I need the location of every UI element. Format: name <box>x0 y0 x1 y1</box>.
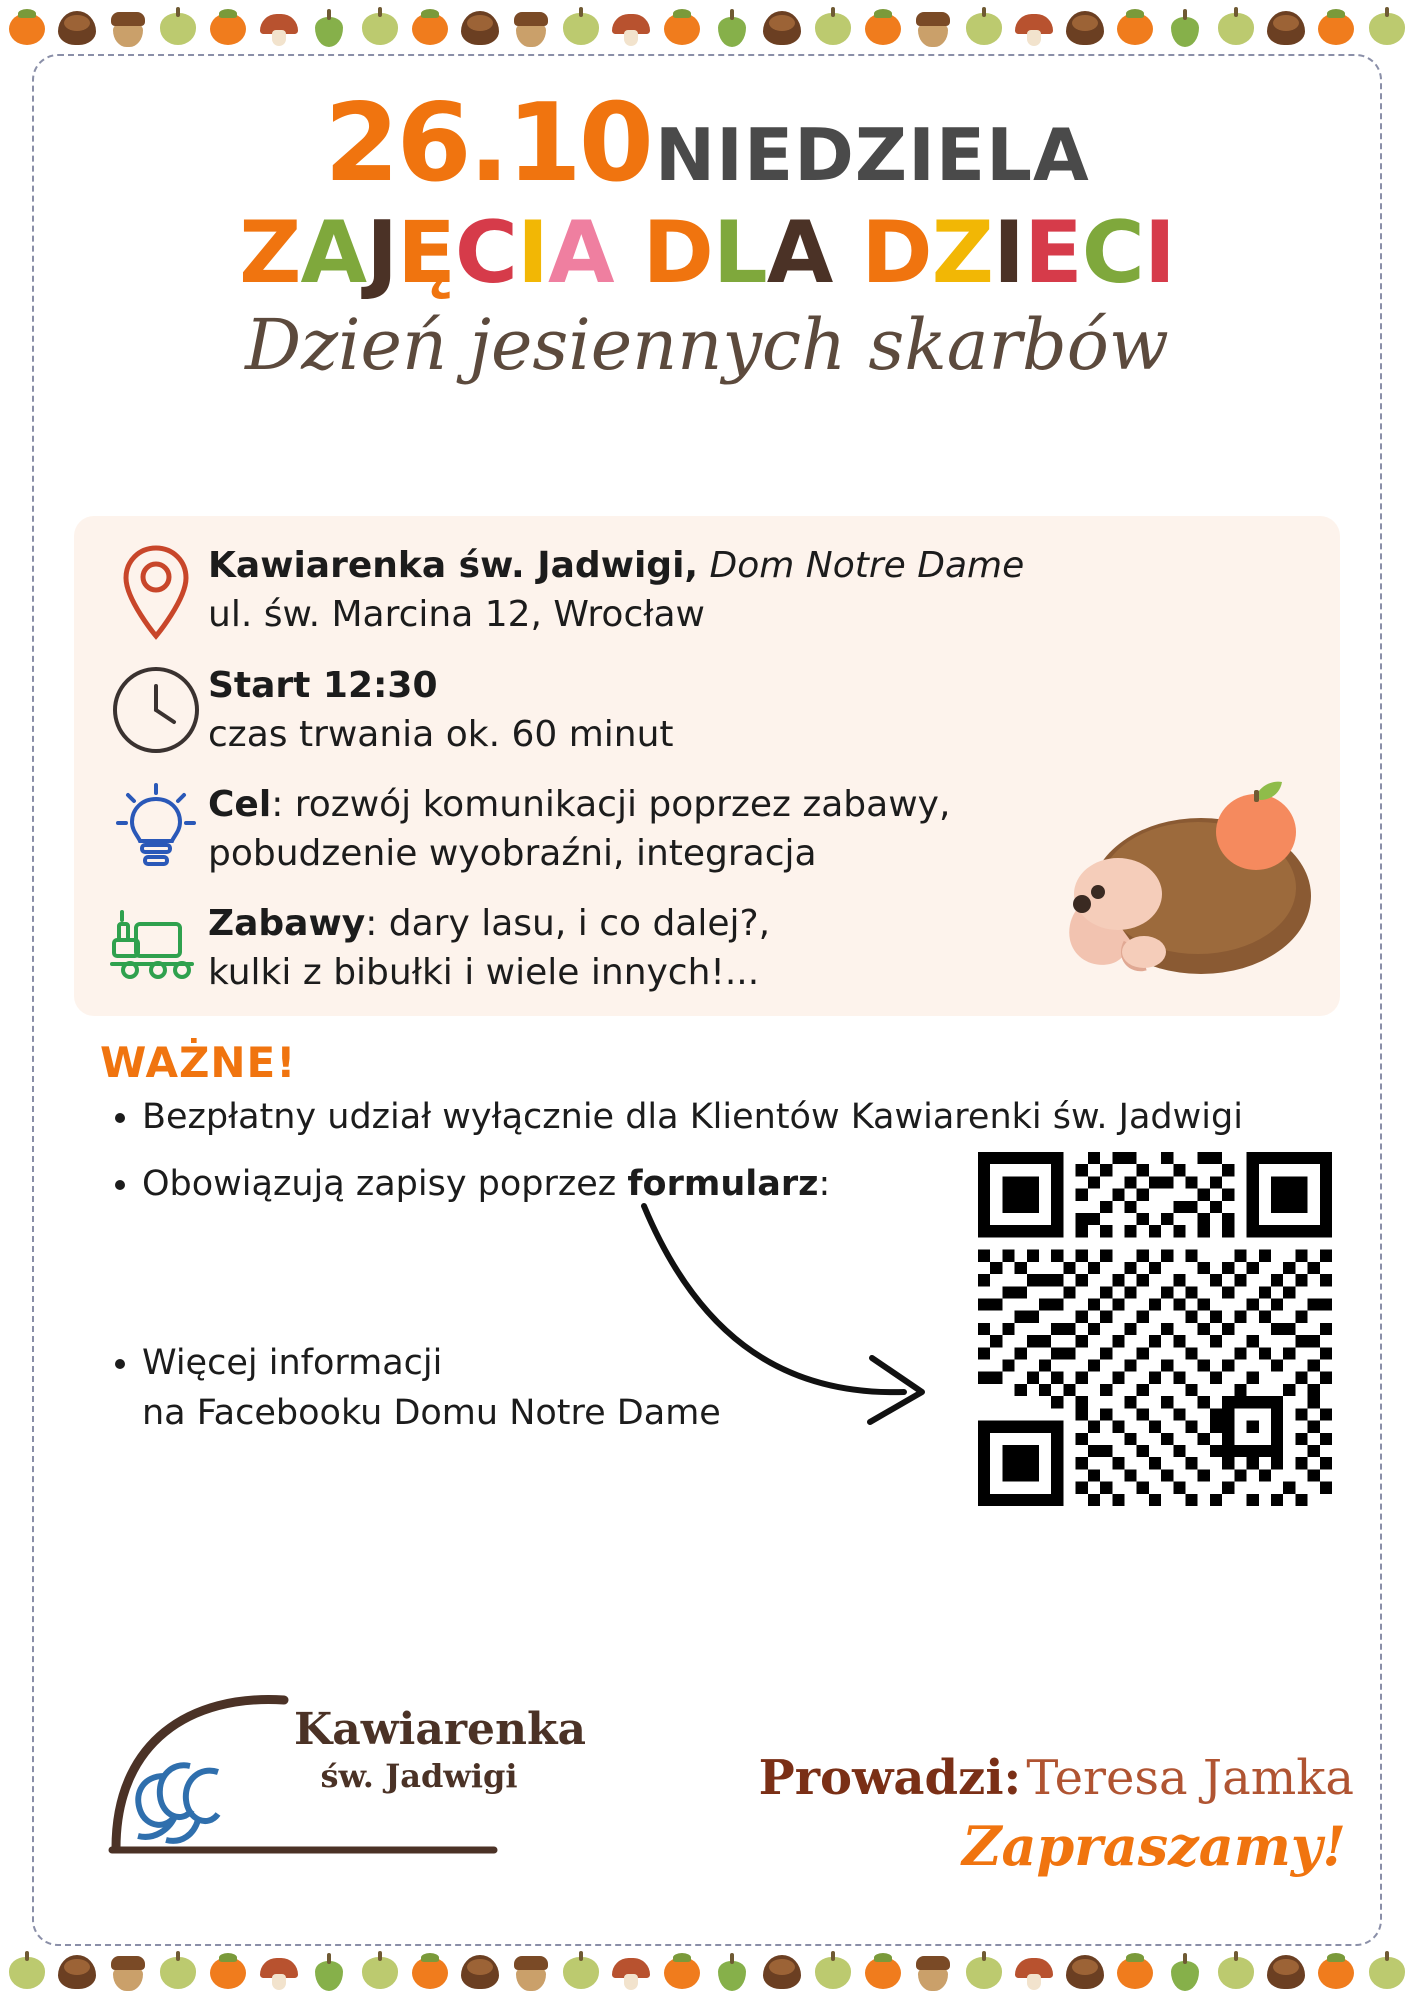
title-letter: Ę <box>397 203 455 303</box>
decorative-border-top <box>0 0 1414 56</box>
title-letter <box>614 210 643 296</box>
list-item <box>142 1092 1372 1143</box>
clock-icon <box>104 660 208 756</box>
headline-block <box>34 81 1380 386</box>
fruit-icon <box>910 5 956 51</box>
fruit-icon <box>357 5 403 51</box>
start-time: Start 12:30 <box>208 665 438 706</box>
info-time-text <box>208 660 674 759</box>
duration: czas trwania ok. 60 minut <box>208 713 674 755</box>
bullet-text-2-after: : <box>818 1163 831 1204</box>
fruit-icon <box>1364 1949 1410 1995</box>
fruit-icon <box>961 1949 1007 1995</box>
activities-line2: kulki z bibułki i wiele innych!... <box>208 951 760 993</box>
activities-label: Zabawy <box>208 903 366 945</box>
title-letter: C <box>454 203 517 303</box>
fruit-icon <box>1112 5 1158 51</box>
fruit-icon <box>961 5 1007 51</box>
leader-name: Teresa Jamka <box>1026 1750 1354 1806</box>
logo-subname: św. Jadwigi <box>320 1757 518 1795</box>
logo-text-block <box>294 1704 587 1795</box>
fruit-icon <box>1313 1949 1359 1995</box>
fruit-icon <box>306 1949 352 1995</box>
fruit-icon <box>1112 1949 1158 1995</box>
lightbulb-icon <box>104 779 208 877</box>
bullet-text-1: Bezpłatny udział wyłącznie dla Klientów Kawiarenki św. Jadwigi <box>142 1097 1243 1137</box>
fruit-icon <box>508 5 554 51</box>
fruit-icon <box>105 1949 151 1995</box>
poster-frame <box>32 54 1382 1946</box>
hedgehog-illustration <box>1026 746 1326 1006</box>
title-letter: A <box>766 203 833 303</box>
fruit-icon <box>860 5 906 51</box>
fruit-icon <box>810 5 856 51</box>
fruit-icon <box>1213 1949 1259 1995</box>
info-activities-text <box>208 898 770 997</box>
fruit-icon <box>1213 5 1259 51</box>
leader-label: Prowadzi: <box>758 1750 1022 1806</box>
fruit-icon <box>256 5 302 51</box>
fruit-icon <box>54 5 100 51</box>
title-letter: D <box>642 203 713 303</box>
fruit-icon <box>4 1949 50 1995</box>
fruit-icon <box>558 1949 604 1995</box>
title-letter: A <box>300 203 367 303</box>
venue-building: Dom Notre Dame <box>698 545 1025 586</box>
info-row-time <box>104 660 1310 759</box>
fruit-icon <box>1162 5 1208 51</box>
goal-label: Cel <box>208 784 272 826</box>
title-letter: J <box>366 203 398 303</box>
fruit-icon <box>608 1949 654 1995</box>
decorative-border-bottom <box>0 1944 1414 2000</box>
page-subtitle: Dzień jesiennych skarbów <box>245 304 1169 386</box>
important-heading: WAŻNE! <box>100 1038 297 1087</box>
fruit-icon <box>1011 1949 1057 1995</box>
date-line <box>34 81 1380 206</box>
title-letter: L <box>712 203 767 303</box>
activities-line1: : dary lasu, i co dalej?, <box>365 903 771 945</box>
fruit-icon <box>1011 5 1057 51</box>
fruit-icon <box>860 1949 906 1995</box>
fruit-icon <box>105 5 151 51</box>
fruit-icon <box>155 5 201 51</box>
fruit-icon <box>1263 5 1309 51</box>
title-letter: E <box>1023 203 1082 303</box>
fruit-icon <box>1364 5 1410 51</box>
fruit-icon <box>910 1949 956 1995</box>
bullet-text-3: Więcej informacji <box>142 1342 443 1383</box>
fruit-icon <box>709 1949 755 1995</box>
fruit-icon <box>457 1949 503 1995</box>
info-panel <box>74 516 1340 1016</box>
fruit-icon <box>357 1949 403 1995</box>
qr-code[interactable] <box>972 1146 1338 1512</box>
train-icon <box>104 898 208 982</box>
fruit-icon <box>508 1949 554 1995</box>
event-date: 26.10 <box>324 81 651 206</box>
fruit-icon <box>659 1949 705 1995</box>
info-location-text <box>208 540 1024 639</box>
fruit-icon <box>659 5 705 51</box>
form-keyword: formularz <box>627 1163 819 1204</box>
page-title <box>34 203 1380 303</box>
info-goal-text <box>208 779 950 878</box>
fruit-icon <box>608 5 654 51</box>
fruit-icon <box>1162 1949 1208 1995</box>
fruit-icon <box>4 5 50 51</box>
event-weekday: NIEDZIELA <box>654 113 1090 197</box>
fruit-icon <box>256 1949 302 1995</box>
leader-line <box>759 1750 1354 1806</box>
fruit-icon <box>205 5 251 51</box>
logo-name: Kawiarenka <box>294 1704 587 1755</box>
fruit-icon <box>810 1949 856 1995</box>
venue-name: Kawiarenka św. Jadwigi, <box>208 545 699 586</box>
fruit-icon <box>1263 1949 1309 1995</box>
fruit-icon <box>759 5 805 51</box>
fruit-icon <box>1313 5 1359 51</box>
title-letter: I <box>992 203 1024 303</box>
venue-address: ul. św. Marcina 12, Wrocław <box>208 593 705 635</box>
bullet-text-4: na Facebooku Domu Notre Dame <box>142 1393 721 1434</box>
invitation-text: Zapraszamy! <box>962 1814 1346 1878</box>
arrow-icon <box>634 1196 954 1446</box>
fruit-icon <box>407 1949 453 1995</box>
title-letter <box>832 210 861 296</box>
fruit-icon <box>709 5 755 51</box>
kawiarenka-logo <box>94 1680 587 1870</box>
title-letter: Z <box>239 203 301 303</box>
goal-line1: : rozwój komunikacji poprzez zabawy, <box>271 784 951 826</box>
title-letter: C <box>1081 203 1144 303</box>
fruit-icon <box>1062 5 1108 51</box>
title-letter: Z <box>931 203 993 303</box>
title-letter: I <box>1143 203 1175 303</box>
fruit-icon <box>407 5 453 51</box>
fruit-icon <box>1062 1949 1108 1995</box>
fruit-icon <box>205 1949 251 1995</box>
title-letter: D <box>861 203 932 303</box>
goal-line2: pobudzenie wyobraźni, integracja <box>208 832 817 874</box>
fruit-icon <box>54 1949 100 1995</box>
fruit-icon <box>457 5 503 51</box>
info-row-location <box>104 540 1310 640</box>
title-letter: I <box>516 203 548 303</box>
fruit-icon <box>155 1949 201 1995</box>
fruit-icon <box>759 1949 805 1995</box>
fruit-icon <box>306 5 352 51</box>
title-letter: A <box>547 203 614 303</box>
location-pin-icon <box>104 540 208 640</box>
fruit-icon <box>558 5 604 51</box>
bullet-text-2: Obowiązują zapisy poprzez <box>142 1163 628 1204</box>
